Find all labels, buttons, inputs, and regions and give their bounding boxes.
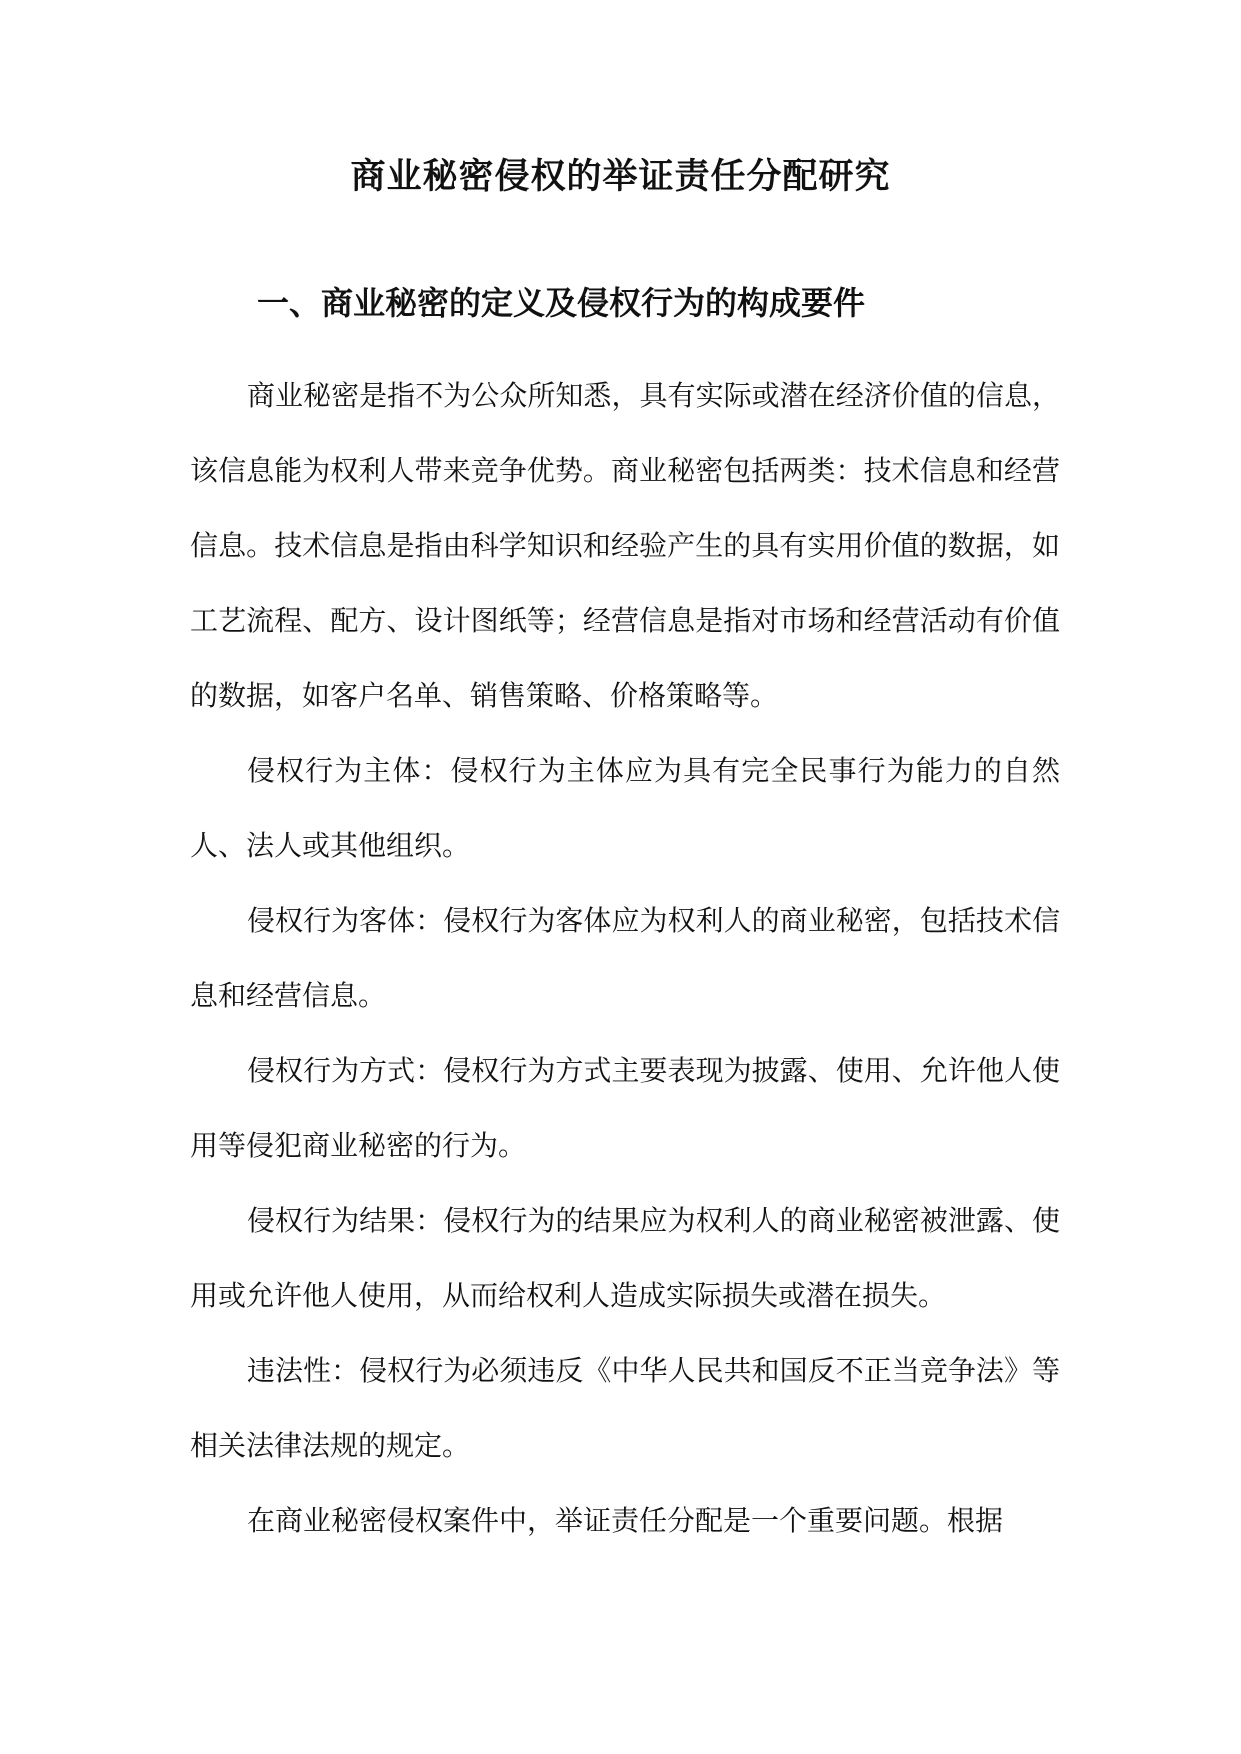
paragraph-subject: 侵权行为主体：侵权行为主体应为具有完全民事行为能力的自然人、法人或其他组织。 [190,754,1060,862]
paragraph-burden-of-proof: 在商业秘密侵权案件中，举证责任分配是一个重要问题。根据 [247,1504,1004,1537]
paragraph-illegality: 违法性：侵权行为必须违反《中华人民共和国反不正当竞争法》等相关法律法规的规定。 [190,1354,1060,1462]
paragraph-definition: 商业秘密是指不为公众所知悉，具有实际或潜在经济价值的信息，该信息能为权利人带来竞争优势。商业秘密包括两类：技术信息和经营信息。技术信息是指由科学知识和经验产生的具有实用价值的数据，如工艺流程、配方、设计图纸等；经营信息是指对市场和经营活动有价值的数据，如客户名单、销售策略、价格策略等。 [190,379,1060,712]
paragraph-result: 侵权行为结果：侵权行为的结果应为权利人的商业秘密被泄露、使用或允许他人使用，从而给权利人造成实际损失或潜在损失。 [190,1204,1060,1312]
paragraph-object: 侵权行为客体：侵权行为客体应为权利人的商业秘密，包括技术信息和经营信息。 [190,904,1060,1012]
document-title: 商业秘密侵权的举证责任分配研究 [350,156,891,197]
section-heading: 一、商业秘密的定义及侵权行为的构成要件 [257,284,866,322]
paragraph-method: 侵权行为方式：侵权行为方式主要表现为披露、使用、允许他人使用等侵犯商业秘密的行为。 [190,1054,1060,1162]
body-text [190,358,1060,1558]
